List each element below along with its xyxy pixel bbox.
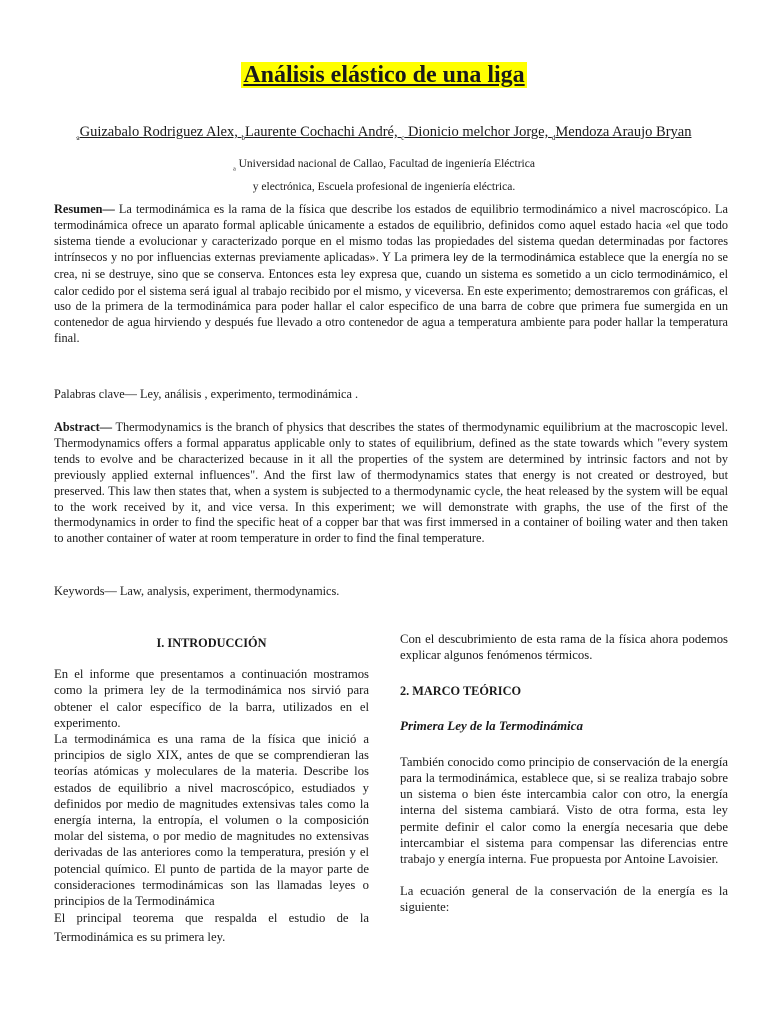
palabras-clave: Palabras clave— Ley, análisis , experimento, termodinámica . [54, 387, 359, 401]
left-column [54, 635, 369, 947]
right-paragraph-1: Con el descubrimiento de esta rama de la física ahora podemos explicar algunos fenómenos térmicos. [400, 632, 728, 663]
subsection-heading-primera-ley: Primera Ley de la Termodinámica [400, 717, 583, 733]
abstract-paragraph: Abstract— Thermodynamics is the branch of physics that describes the states of thermodynamic equilibrium at the macroscopic level. Thermodynamics offers a formal apparatus applicable only to states of equilibrium, defined as the state towards which "every system tends to evolve and be characterized because in it all the properties of the system are determined by intrinsic factors and not by previously applied external influences". And the first law of thermodynamics states that energy is not created or destroyed, but preserved. This law then states that, when a system is subjected to a thermodynamic cycle, the heat released by the system will be equal to the work received by it, and vice versa. In this experiment; we will demonstrate with graphs, the use of the first of the thermodynamics in order to find the specific heat of a copper bar that was first immersed in a container of boiling water and then taken to another container of water at room temperature in order to find the final temperature. [54, 420, 728, 546]
author-list: $_a$Guizabalo Rodriguez Alex, $_b$Laurente Cochachi André, $_c$ Dionicio melchor Jorge, $_d$Mendoza Araujo Bryan [76, 124, 692, 142]
affiliation: $_a$ Universidad nacional de Callao, Facultad de ingeniería Eléctrica y electrónica, Escuela profesional de ingeniería eléctrica. [233, 158, 535, 194]
section-heading-intro: I. INTRODUCCIÓN [156, 636, 267, 650]
resumen-paragraph: Resumen— La termodinámica es la rama de la física que describe los estados de equilibrio termodinámico a nivel macroscópico. La termodinámica ofrece un aparato formal aplicable únicamente a estados de equilibrio, definidos como aquel estado hacia «el que todo sistema tiende a evolucionar y caracterizado porque en el mismo todas las propiedades del sistema quedan determinadas por factores intrínsecos y no por influencias externas previamente aplicadas». Y La primera ley de la termodinámica establece que la energía no se crea, ni se destruye, sino que se conserva. Entonces esta ley expresa que, cuando un sistema es sometido a un ciclo termodinámico, el calor cedido por el sistema será igual al trabajo recibido por el mismo, y viceversa. En este experimento; demostraremos con gráficas, el uso de la primera de la termodinámica para poder hallar el calor especifico de una barra de cobre que primera fue sumergida en un contenedor de agua hirviendo y después fue llevado a otro contenedor de agua a temperatura ambiente para poder hallar la temperatura final. [54, 202, 729, 346]
paper-title: Análisis elástico de una liga [243, 62, 525, 88]
marco-paragraph-1: También conocido como principio de conservación de la energía para la termodinámica, establece que, si se realiza trabajo sobre un sistema o bien éste intercambia calor con otro, la energía interna del sistema cambiará. Visto de otra forma, esta ley permite definir el calor como la energía necesaria que debe intercambiar el sistema para compensar las diferencias entre trabajo y energía interna. Fue propuesta por Antoine Lavoisier. [400, 754, 728, 867]
section-heading-marco: 2. MARCO TEÓRICO [400, 684, 522, 699]
keywords: Keywords— Law, analysis, experiment, thermodynamics. [54, 584, 340, 598]
term-ciclo: ciclo termodinámico [610, 268, 713, 281]
right-column [400, 631, 728, 916]
marco-paragraph-2: La ecuación general de la conservación de la energía es la siguiente: [400, 884, 728, 915]
author-line [0, 124, 768, 142]
intro-paragraph-2: La termodinámica es una rama de la física que inició a principios de siglo XIX, antes de que se comprendieran las teorías atómicas y moleculares de la materia. Describe los estados de equilibrio a nivel macroscópico, estudiados y definidos por medio de magnitudes extensivas tales como la energía interna, la entropía, el volumen o la composición molar del sistema, o por medio de magnitudes no extensivas derivadas de las anteriores como la temperatura, presión y el potencial químico. El punto de partida de la mayor parte de consideraciones termodinámicas son las llamadas leyes o principios de la Termodinámica [54, 732, 369, 909]
term-primera-ley: primera ley de la termodinámica [410, 251, 576, 264]
intro-paragraph-3: El principal teorema que respalda el estudio de la Termodinámica es su primera ley. [54, 911, 369, 945]
intro-paragraph-1: En el informe que presentamos a continuación mostramos como la primera ley de la termodinámica nos sirvió para obtener el calor específico de la barra, utilizados en el experimento. [54, 667, 369, 730]
